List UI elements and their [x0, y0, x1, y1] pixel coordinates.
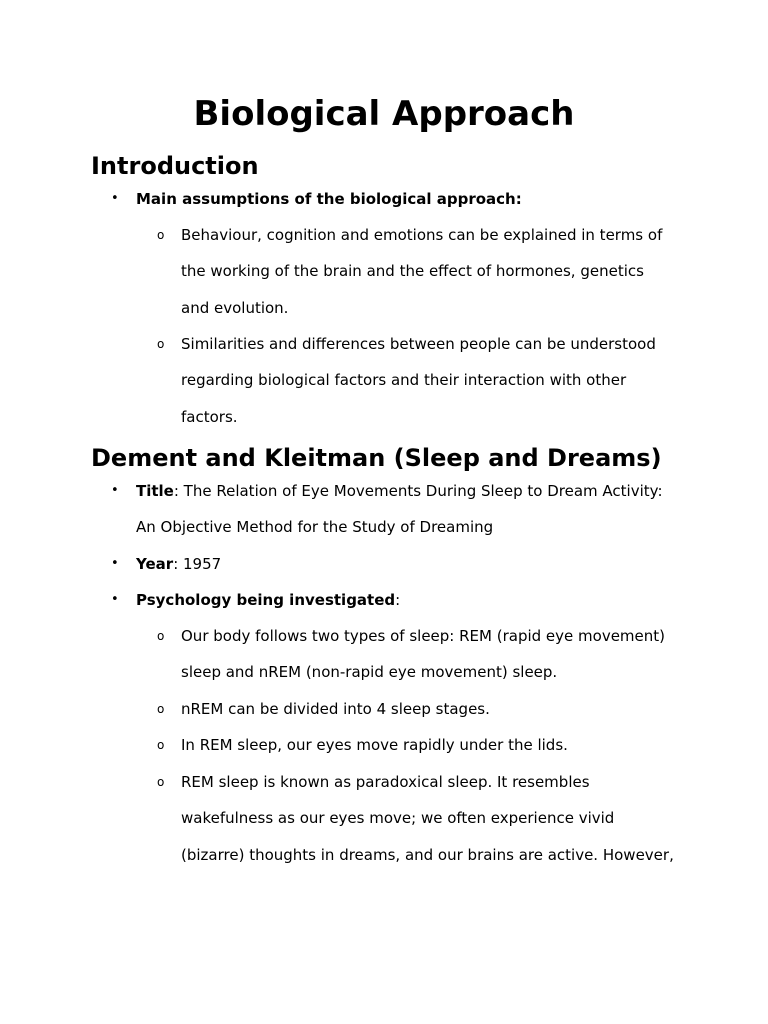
sub-bullet-marker: o	[157, 629, 165, 643]
bullet-marker: •	[111, 556, 119, 571]
text-line: Behaviour, cognition and emotions can be explained in terms of	[181, 226, 663, 244]
text-line: the working of the brain and the effect of hormones, genetics	[181, 262, 644, 281]
list-item-text: : The Relation of Eye Movements During Sleep to Dream Activity:	[173, 482, 663, 500]
bullet-marker: •	[111, 191, 119, 206]
sub-bullet-marker: o	[157, 337, 165, 351]
sub-bullet-marker: o	[157, 775, 165, 789]
sub-item-behaviour	[157, 217, 663, 326]
text-line: factors.	[181, 407, 238, 426]
section-heading-dement-kleitman: Dement and Kleitman (Sleep and Dreams)	[91, 444, 662, 472]
list-item-label: Psychology being investigated	[136, 591, 396, 609]
list-item-text: :	[395, 591, 401, 609]
document-title: Biological Approach	[193, 94, 575, 134]
sub-item-sleep-types	[157, 618, 666, 691]
text-line	[136, 473, 663, 509]
list-item-psychology	[111, 582, 401, 618]
text-line: sleep and nREM (non-rapid eye movement) sleep.	[181, 663, 558, 682]
text-line: In REM sleep, our eyes move rapidly under the lids.	[181, 736, 568, 754]
text-line: and evolution.	[181, 298, 289, 317]
text-line: REM sleep is known as paradoxical sleep. It resembles	[181, 773, 590, 791]
bullet-marker: •	[111, 483, 119, 498]
text-line: Our body follows two types of sleep: REM (rapid eye movement)	[181, 627, 666, 645]
sub-item-similarities	[157, 326, 656, 435]
section-heading-introduction: Introduction	[91, 152, 259, 180]
sub-item-nrem-stages	[157, 691, 490, 727]
list-item-label: Main assumptions of the biological approach:	[136, 190, 522, 208]
sub-bullet-marker: o	[157, 702, 165, 716]
list-item-year	[111, 546, 222, 582]
text-line: An Objective Method for the Study of Dreaming	[136, 518, 494, 537]
text-line: (bizarre) thoughts in dreams, and our brains are active. However,	[181, 845, 674, 864]
text-line: Similarities and differences between people can be understood	[181, 335, 656, 353]
bullet-marker: •	[111, 592, 119, 607]
list-item-label: Title	[136, 482, 174, 500]
sub-bullet-marker: o	[157, 228, 165, 242]
text-line: nREM can be divided into 4 sleep stages.	[181, 700, 490, 718]
text-line: wakefulness as our eyes move; we often experience vivid	[181, 809, 615, 828]
list-item-label: Year	[136, 555, 174, 573]
list-item-main-assumptions	[111, 181, 522, 217]
text-line: regarding biological factors and their interaction with other	[181, 371, 627, 390]
list-item-title	[111, 473, 663, 546]
sub-item-paradoxical-sleep	[157, 764, 674, 873]
sub-item-rem-eyes	[157, 727, 568, 763]
sub-bullet-marker: o	[157, 738, 165, 752]
list-item-text: : 1957	[173, 555, 222, 573]
